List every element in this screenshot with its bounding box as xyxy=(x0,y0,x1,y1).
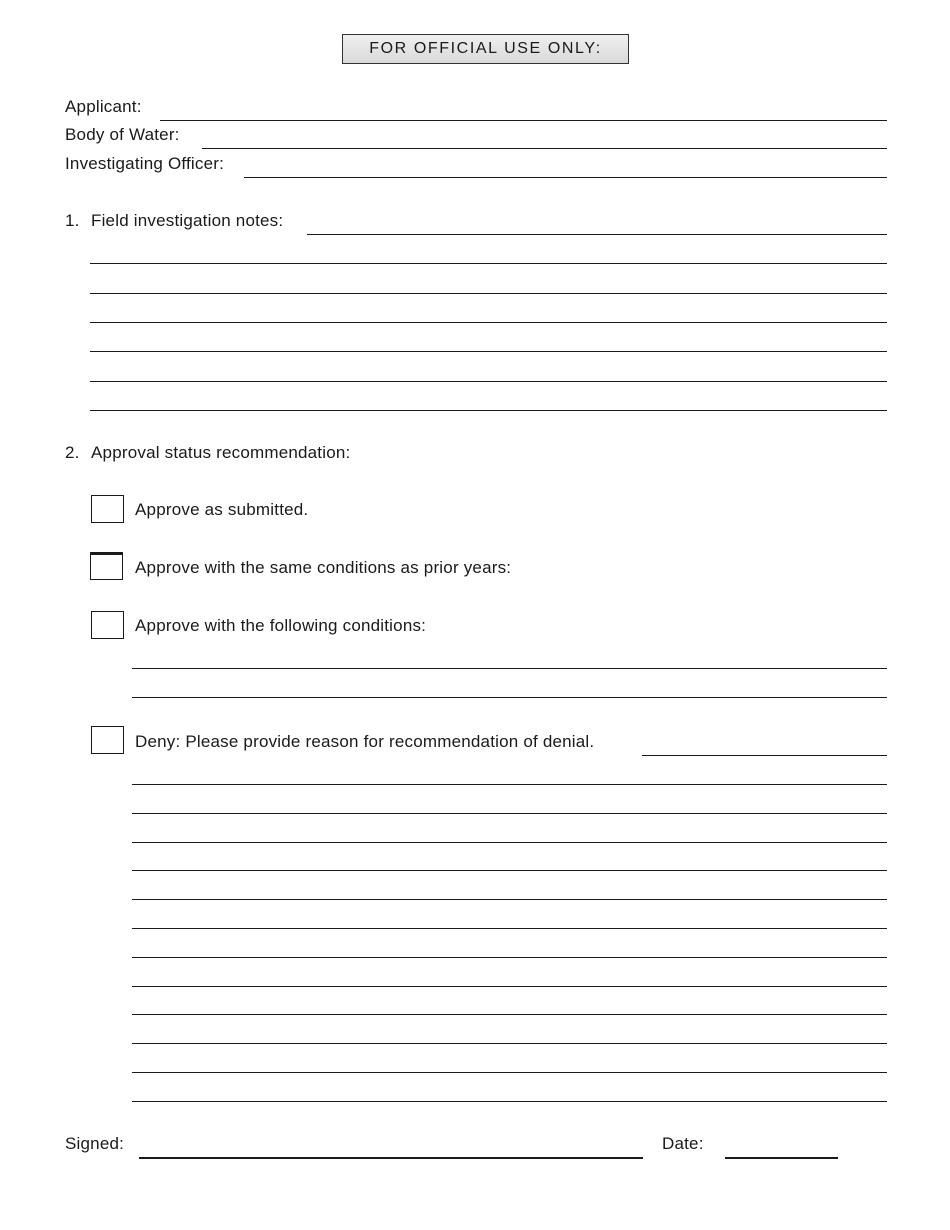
section-2-number: 2. xyxy=(65,443,80,462)
approve-as-submitted-checkbox[interactable] xyxy=(91,495,124,523)
denial-reason-line[interactable] xyxy=(132,957,887,958)
field-notes-line[interactable] xyxy=(90,351,887,352)
approve-following-conditions-label: Approve with the following conditions: xyxy=(135,616,427,635)
investigating-officer-field[interactable] xyxy=(244,177,887,178)
denial-reason-line[interactable] xyxy=(132,1043,887,1044)
denial-reason-line[interactable] xyxy=(132,1014,887,1015)
field-notes-line[interactable] xyxy=(90,381,887,382)
field-notes-label: Field investigation notes: xyxy=(91,211,284,230)
date-field[interactable] xyxy=(725,1157,838,1159)
date-label: Date: xyxy=(662,1134,704,1153)
denial-reason-line[interactable] xyxy=(132,899,887,900)
official-use-banner: FOR OFFICIAL USE ONLY: xyxy=(342,34,629,64)
denial-reason-line[interactable] xyxy=(132,986,887,987)
denial-reason-line[interactable] xyxy=(132,842,887,843)
field-notes-line[interactable] xyxy=(90,410,887,411)
signature-field[interactable] xyxy=(139,1157,643,1159)
conditions-line[interactable] xyxy=(132,668,887,669)
section-1-number: 1. xyxy=(65,211,80,230)
approve-same-conditions-label: Approve with the same conditions as prior years: xyxy=(135,558,512,577)
denial-reason-line[interactable] xyxy=(132,1101,887,1102)
deny-checkbox[interactable] xyxy=(91,726,124,754)
investigating-officer-label: Investigating Officer: xyxy=(65,154,225,173)
denial-reason-line[interactable] xyxy=(642,755,887,756)
approve-as-submitted-label: Approve as submitted. xyxy=(135,500,309,519)
approve-same-conditions-checkbox[interactable] xyxy=(90,552,123,580)
deny-label: Deny: Please provide reason for recommendation of denial. xyxy=(135,732,595,751)
field-notes-line[interactable] xyxy=(90,293,887,294)
approval-status-label: Approval status recommendation: xyxy=(91,443,351,462)
denial-reason-line[interactable] xyxy=(132,813,887,814)
approve-following-conditions-checkbox[interactable] xyxy=(91,611,124,639)
field-notes-line[interactable] xyxy=(90,263,887,264)
signed-label: Signed: xyxy=(65,1134,125,1153)
body-of-water-field[interactable] xyxy=(202,148,887,149)
denial-reason-line[interactable] xyxy=(132,784,887,785)
applicant-label: Applicant: xyxy=(65,97,142,116)
conditions-line[interactable] xyxy=(132,697,887,698)
denial-reason-line[interactable] xyxy=(132,870,887,871)
body-of-water-label: Body of Water: xyxy=(65,125,180,144)
field-notes-line[interactable] xyxy=(90,322,887,323)
applicant-field[interactable] xyxy=(160,120,887,121)
denial-reason-line[interactable] xyxy=(132,1072,887,1073)
field-notes-line[interactable] xyxy=(307,234,887,235)
denial-reason-line[interactable] xyxy=(132,928,887,929)
